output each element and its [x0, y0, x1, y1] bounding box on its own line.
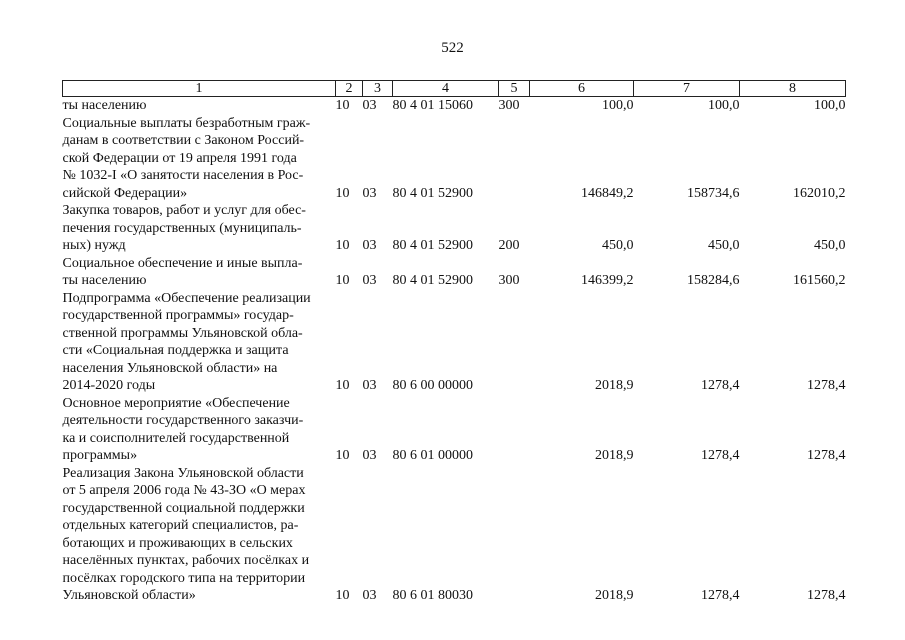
section-code: 10: [335, 98, 350, 113]
row-description-line: ты населению: [62, 98, 147, 113]
row-description-line: деятельности государственного заказчи-: [62, 413, 304, 428]
amount-col-6: 146849,2: [581, 185, 634, 201]
section-code: 10: [335, 238, 350, 253]
header-col-3: 3: [363, 81, 393, 97]
amount-col-8: 1278,4: [807, 588, 846, 603]
target-article-code: 80 4 01 52900: [392, 238, 473, 253]
row-description-line: ка и соисполнителей государственной: [62, 430, 290, 446]
amount-col-6: 100,0: [602, 98, 634, 113]
table-body: [63, 97, 846, 605]
row-description-line: Реализация Закона Ульяновской области: [62, 465, 304, 481]
expense-type-code: 300: [498, 98, 520, 113]
section-code: 10: [335, 588, 350, 603]
row-description-line: населения Ульяновской области» на: [62, 360, 278, 376]
header-col-6: 6: [530, 81, 634, 97]
amount-col-8: 450,0: [814, 238, 846, 253]
row-description-line: государственной программы» государ-: [62, 308, 294, 323]
row-description-line: ботающих и проживающих в сельских: [62, 535, 293, 551]
row-description-line: № 1032-I «О занятости населения в Рос-: [62, 168, 304, 183]
header-col-4: 4: [393, 81, 499, 97]
amount-col-6: 146399,2: [581, 273, 634, 288]
subsection-code: 03: [362, 378, 377, 393]
subsection-code: 03: [362, 448, 377, 463]
row-description-line: 2014-2020 годы: [62, 378, 156, 393]
row-description: [63, 202, 336, 255]
target-article-code: 80 6 00 00000: [392, 378, 473, 393]
amount-col-6: 450,0: [602, 238, 634, 253]
table-row: [63, 202, 846, 255]
amount-col-7: 100,0: [708, 98, 740, 113]
table-row: [63, 255, 846, 290]
subsection-code: 03: [362, 588, 377, 603]
amount-col-8: 100,0: [814, 98, 846, 113]
amount-col-7: 450,0: [708, 238, 740, 253]
section-code: 10: [335, 185, 350, 201]
amount-col-8: 162010,2: [793, 185, 846, 201]
row-description-line: Социальные выплаты безработным граж-: [62, 115, 311, 131]
row-description-line: Закупка товаров, работ и услуг для обес-: [62, 203, 306, 218]
row-description: [63, 290, 336, 395]
amount-col-7: 1278,4: [701, 448, 740, 463]
amount-col-8: 161560,2: [793, 273, 846, 288]
row-description-line: сти «Социальная поддержка и защита: [62, 343, 289, 358]
table-row: [63, 395, 846, 465]
row-description-line: ственной программы Ульяновской обла-: [62, 325, 303, 341]
row-description-line: от 5 апреля 2006 года № 43-ЗО «О мерах: [62, 483, 306, 498]
subsection-code: 03: [362, 238, 377, 253]
amount-col-6: 2018,9: [595, 378, 634, 393]
amount-col-7: 1278,4: [701, 378, 740, 393]
section-code: 10: [335, 378, 350, 393]
target-article-code: 80 4 01 15060: [392, 98, 473, 113]
target-article-code: 80 4 01 52900: [392, 273, 473, 288]
expense-type-code: 200: [498, 238, 520, 253]
header-col-7: 7: [634, 81, 740, 97]
row-description: [63, 465, 336, 605]
header-row: [63, 81, 846, 97]
amount-col-6: 2018,9: [595, 588, 634, 603]
section-code: 10: [335, 273, 350, 288]
subsection-code: 03: [362, 273, 377, 288]
header-col-2: 2: [336, 81, 363, 97]
subsection-code: 03: [362, 185, 377, 201]
expense-type-code: [499, 465, 530, 605]
header-col-5: 5: [499, 81, 530, 97]
header-col-8: 8: [740, 81, 846, 97]
table-row: [63, 115, 846, 203]
amount-col-7: 158734,6: [687, 185, 740, 201]
amount-col-6: 2018,9: [595, 448, 634, 463]
row-description-line: ты населению: [62, 273, 147, 288]
row-description-line: печения государственных (муниципаль-: [62, 220, 302, 236]
table-row: [63, 97, 846, 115]
row-description-line: Основное мероприятие «Обеспечение: [62, 395, 290, 411]
amount-col-7: 1278,4: [701, 588, 740, 603]
target-article-code: 80 6 01 00000: [392, 448, 473, 463]
row-description: [63, 395, 336, 465]
header-col-1: 1: [63, 81, 336, 97]
row-description-line: сийской Федерации»: [62, 185, 188, 201]
table-row: [63, 290, 846, 395]
budget-table: [62, 80, 846, 605]
amount-col-8: 1278,4: [807, 448, 846, 463]
section-code: 10: [335, 448, 350, 463]
row-description-line: населённых пунктах, рабочих посёлках и: [62, 553, 310, 568]
expense-type-code: [499, 115, 530, 203]
expense-type-code: [499, 395, 530, 465]
row-description-line: Социальное обеспечение и иные выпла-: [62, 255, 303, 271]
target-article-code: 80 4 01 52900: [392, 185, 473, 201]
row-description-line: посёлках городского типа на территории: [62, 570, 306, 586]
row-description: [63, 115, 336, 203]
row-description: [63, 255, 336, 290]
page-number: 522: [441, 40, 464, 56]
row-description-line: государственной социальной поддержки: [62, 500, 305, 516]
row-description-line: ской Федерации от 19 апреля 1991 года: [62, 150, 297, 166]
table-row: [63, 465, 846, 605]
subsection-code: 03: [362, 98, 377, 113]
expense-type-code: [499, 290, 530, 395]
row-description-line: отдельных категорий специалистов, ра-: [62, 518, 299, 533]
row-description-line: данам в соответствии с Законом Россий-: [62, 133, 305, 148]
row-description-line: ных) нужд: [62, 238, 126, 253]
row-description-line: Ульяновской области»: [62, 588, 196, 603]
amount-col-8: 1278,4: [807, 378, 846, 393]
row-description: [63, 97, 336, 115]
row-description-line: программы»: [62, 448, 138, 463]
amount-col-7: 158284,6: [687, 273, 740, 288]
target-article-code: 80 6 01 80030: [392, 588, 473, 603]
expense-type-code: 300: [498, 273, 520, 288]
row-description-line: Подпрограмма «Обеспечение реализации: [62, 290, 311, 306]
